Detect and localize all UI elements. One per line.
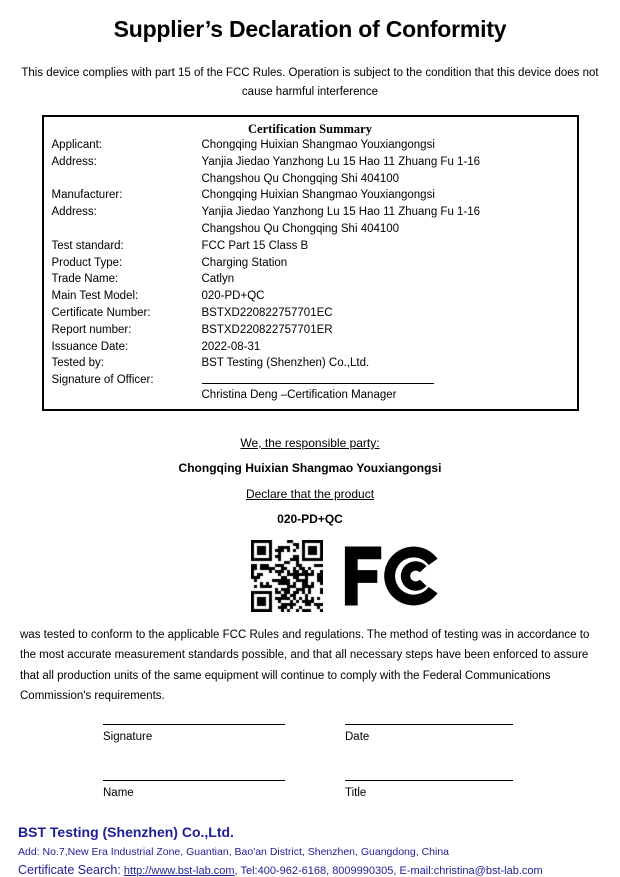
date-label: Date	[345, 730, 370, 743]
fcc-logo-icon	[339, 541, 449, 611]
signature-date-row	[103, 724, 620, 743]
field-value: 020-PD+QC	[201, 290, 265, 303]
officer-signature-line	[202, 372, 434, 384]
title-field	[345, 780, 513, 799]
field-label: Trade Name:	[51, 273, 119, 286]
date-field	[345, 724, 513, 743]
certificate-search-line	[18, 863, 620, 877]
field-value: Chongqing Huixian Shangmao Youxiangongsi	[201, 189, 435, 202]
field-value: FCC Part 15 Class B	[201, 239, 309, 252]
field-value: BSTXD220822757701EC	[201, 306, 333, 319]
field-label: Issuance Date:	[51, 340, 129, 353]
lab-contact-info: , Tel:400-962-6168, 8009990305, E-mail:christina@bst-lab.com	[234, 864, 543, 877]
signature-field	[103, 724, 285, 743]
field-label: Certificate Number:	[51, 306, 151, 319]
table-row-main-test-model	[52, 288, 569, 305]
table-row-signature-of-officer	[52, 372, 569, 404]
field-value: 2022-08-31	[201, 340, 261, 353]
table-row-manufacturer-address-line2	[52, 221, 569, 238]
field-label: Manufacturer:	[51, 189, 123, 202]
table-row-certificate-number	[52, 305, 569, 322]
table-row-applicant	[52, 137, 569, 154]
field-value: Charging Station	[201, 256, 288, 269]
field-value: Catlyn	[201, 273, 235, 286]
field-value: Changshou Qu Chongqing Shi 404100	[201, 172, 400, 185]
field-label: Product Type:	[51, 256, 123, 269]
certificate-search-link[interactable]: http://www.bst-lab.com	[123, 864, 235, 877]
field-label: Report number:	[51, 323, 132, 336]
lab-address: Add: No.7,New Era Industrial Zone, Guantian, Bao'an District, Shenzhen, Guangdong, China	[18, 845, 450, 858]
field-label: Signature of Officer:	[51, 374, 154, 387]
field-value: BSTXD220822757701ER	[201, 323, 333, 336]
product-model: 020-PD+QC	[277, 512, 343, 527]
field-value: Yanjia Jiedao Yanzhong Lu 15 Hao 11 Zhuang Fu 1-16	[201, 155, 481, 168]
table-row-issuance-date	[52, 339, 569, 356]
signature-label: Signature	[103, 730, 153, 743]
field-value: BST Testing (Shenzhen) Co.,Ltd.	[201, 357, 370, 370]
field-value: Chongqing Huixian Shangmao Youxiangongsi	[201, 139, 435, 151]
declaration-block	[0, 436, 620, 527]
field-label	[52, 171, 202, 188]
compliance-statement: This device complies with part 15 of the FCC Rules. Operation is subject to the condition that this device does not cause harmful interference	[21, 67, 599, 98]
qr-code-icon	[251, 540, 323, 612]
certificate-search-label: Certificate Search:	[18, 862, 121, 877]
field-value: Yanjia Jiedao Yanzhong Lu 15 Hao 11 Zhuang Fu 1-16	[201, 206, 481, 219]
lab-name: BST Testing (Shenzhen) Co.,Ltd.	[18, 823, 234, 840]
field-label: Test standard:	[51, 239, 124, 252]
page-title: Supplier’s Declaration of Conformity	[113, 16, 507, 42]
name-title-row	[103, 780, 620, 799]
table-row-trade-name	[52, 271, 569, 288]
declare-product-heading: Declare that the product	[245, 486, 375, 501]
lab-footer	[18, 824, 620, 877]
table-heading: Certification Summary	[248, 122, 372, 136]
responsible-party-heading: We, the responsible party:	[240, 435, 380, 450]
table-row-report-number	[52, 322, 569, 339]
field-label	[52, 221, 202, 238]
field-label: Applicant:	[51, 139, 103, 151]
table-row-manufacturer	[52, 187, 569, 204]
conformity-paragraph: was tested to conform to the applicable FCC Rules and regulations. The method of testing was in accordance to the most accurate measurement standards possible, and that all necessary steps have been enforced to assure that all production units of the same equipment will continue to comply with the Federal Communications Commission's requirements.	[20, 628, 590, 703]
name-field	[103, 780, 285, 799]
table-row-tested-by	[52, 355, 569, 372]
table-row-applicant-address	[52, 154, 569, 171]
certification-summary-table	[42, 115, 579, 411]
field-label: Address:	[51, 206, 97, 219]
name-label: Name	[103, 786, 134, 799]
field-label: Address:	[51, 155, 97, 168]
title-label: Title	[345, 786, 367, 799]
table-row-product-type	[52, 255, 569, 272]
field-label: Tested by:	[51, 357, 104, 370]
logo-row	[40, 538, 620, 614]
officer-signature-caption: Christina Deng –Certification Manager	[201, 389, 397, 402]
field-label: Main Test Model:	[51, 290, 139, 303]
table-row-test-standard	[52, 238, 569, 255]
responsible-party-company: Chongqing Huixian Shangmao Youxiangongsi	[178, 461, 442, 476]
field-value: Changshou Qu Chongqing Shi 404100	[201, 222, 400, 235]
officer-signature-area	[202, 372, 569, 404]
table-row-manufacturer-address	[52, 204, 569, 221]
table-row-applicant-address-line2	[52, 171, 569, 188]
